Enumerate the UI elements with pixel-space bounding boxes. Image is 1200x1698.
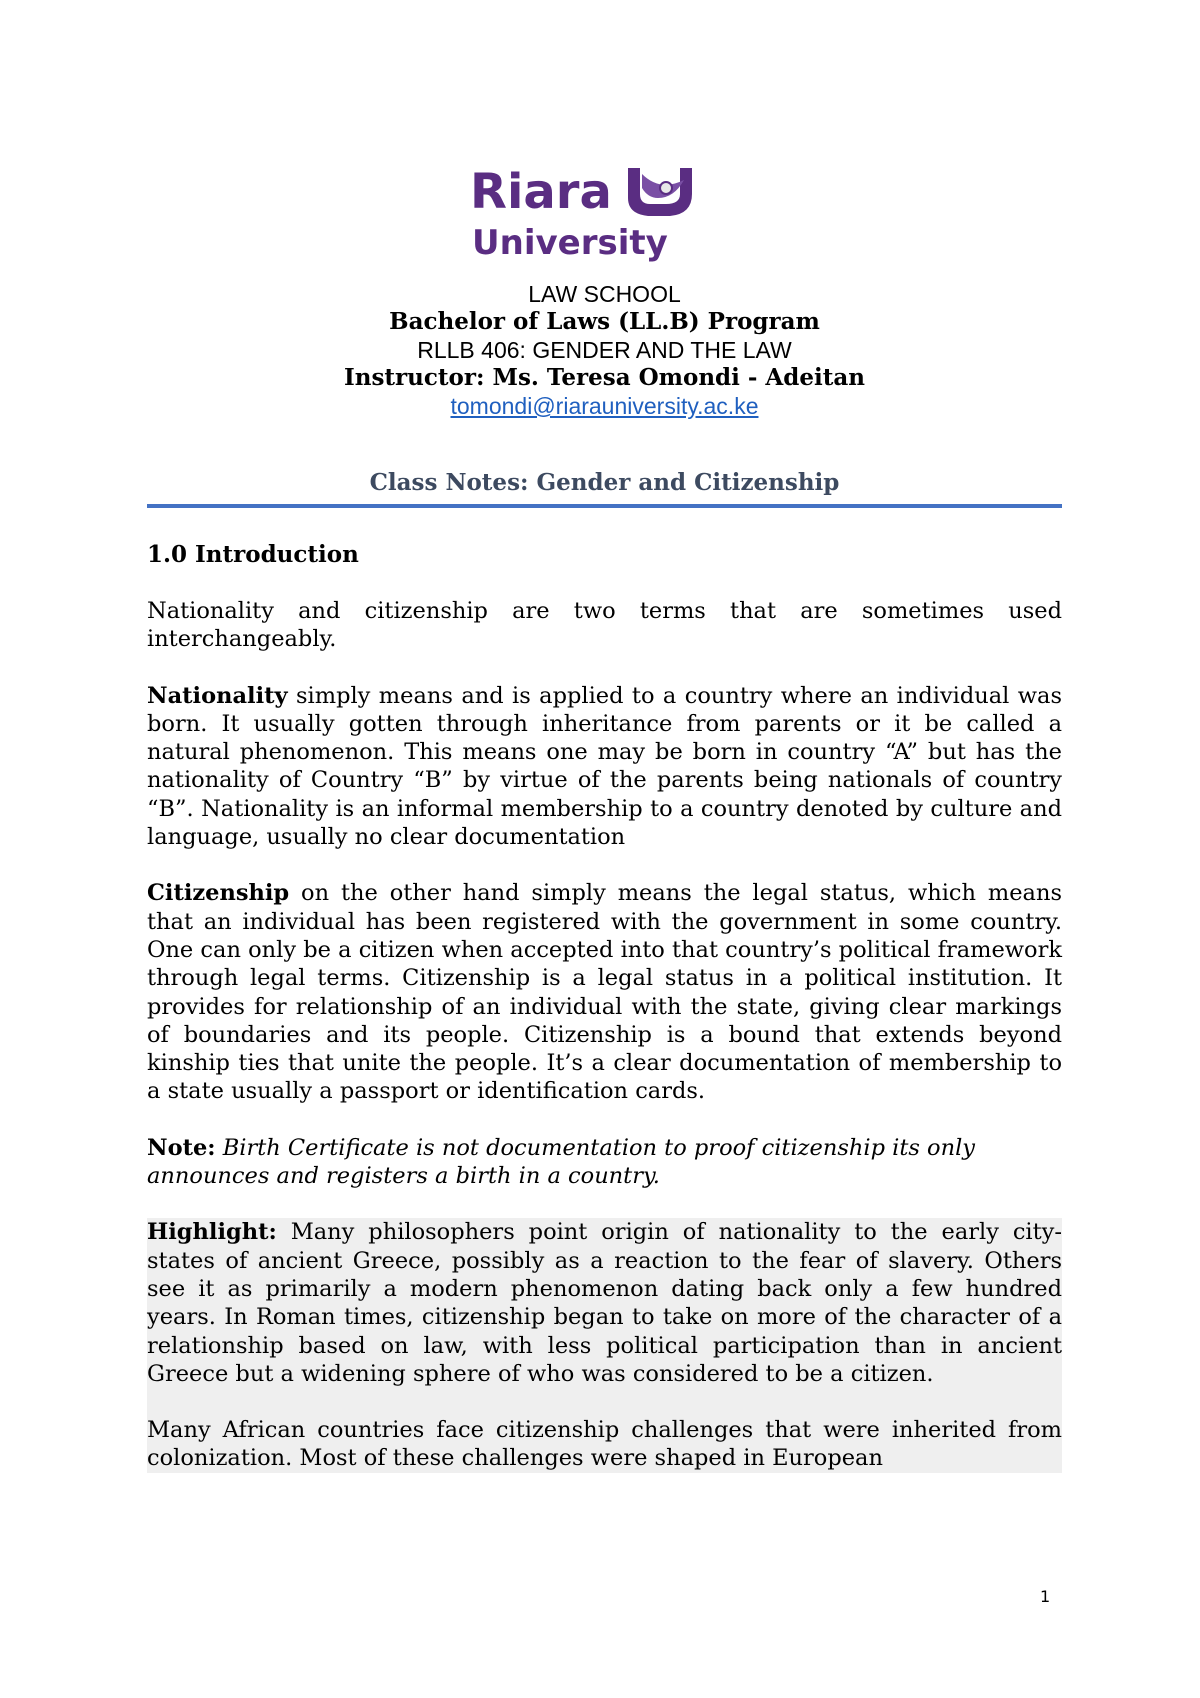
note-text: Birth Certificate is not documentation to proof citizenship its only announces and registers a birth in a country. — [147, 1134, 976, 1190]
citizenship-paragraph — [147, 879, 1062, 1105]
highlight-label: Highlight: — [147, 1219, 277, 1246]
university-logo — [470, 158, 720, 262]
crest-mark — [628, 168, 692, 216]
logo-line2: University — [472, 223, 668, 262]
highlight-block — [147, 1218, 1062, 1472]
intro-paragraph: Nationality and citizenship are two terms that are sometimes used interchangeably. — [147, 598, 1062, 653]
document-header — [147, 280, 1062, 420]
title-divider — [147, 504, 1062, 508]
section-heading: 1.0 Introduction — [147, 541, 359, 568]
document-title: Class Notes: Gender and Citizenship — [369, 469, 840, 496]
citizenship-text: on the other hand simply means the legal status, which means that an individual has been registered with the government in some country. One can only be a citizen when accepted into that country’s political framework through legal terms. Citizenship is a legal status in a political institution. It provides for relationship of an individual with the state, giving clear markings of boundaries and its people. Citizenship is a bound that extends beyond kinship ties that unite the people. It’s a clear documentation of membership to a state usually a passport or identification cards. — [147, 880, 1062, 1105]
african-paragraph: Many African countries face citizenship challenges that were inherited from colonization. Most of these challenges were shaped in European — [147, 1417, 1062, 1472]
school-name: LAW SCHOOL — [528, 281, 681, 307]
document-body — [147, 541, 1062, 1473]
nationality-paragraph — [147, 682, 1062, 852]
logo-line1: Riara — [470, 164, 612, 220]
course-code: RLLB 406: GENDER AND THE LAW — [417, 337, 792, 363]
riara-u-crest-icon — [470, 158, 720, 262]
note-label: Note: — [147, 1134, 216, 1161]
nationality-text: simply means and is applied to a country where an individual was born. It usually gotten through inheritance from parents or it be called a natural phenomenon. This means one may be born in country “A” but has the nationality of Country “B” by virtue of the parents being nationals of country “B”. Nationality is an informal membership to a country denoted by culture and language, usually no clear documentation — [147, 682, 1062, 851]
program-name: Bachelor of Laws (LL.B) Program — [389, 308, 820, 335]
instructor-name: Instructor: Ms. Teresa Omondi - Adeitan — [344, 364, 865, 391]
page-number: 1 — [1040, 1587, 1051, 1606]
nationality-term: Nationality — [147, 682, 288, 709]
note-paragraph — [147, 1134, 1062, 1191]
instructor-email-link[interactable]: tomondi@riarauniversity.ac.ke — [450, 393, 759, 419]
highlight-text: Many philosophers point origin of nationality to the early city-states of ancient Greece, possibly as a reaction to the fear of slavery. Others see it as primarily a modern phenomenon dating back only a few hundred years. In Roman times, citizenship began to take on more of the character of a relationship based on law, with less political participation than in ancient Greece but a widening sphere of who was considered to be a citizen. — [147, 1219, 1062, 1387]
highlight-paragraph — [147, 1218, 1062, 1388]
citizenship-term: Citizenship — [147, 880, 290, 907]
